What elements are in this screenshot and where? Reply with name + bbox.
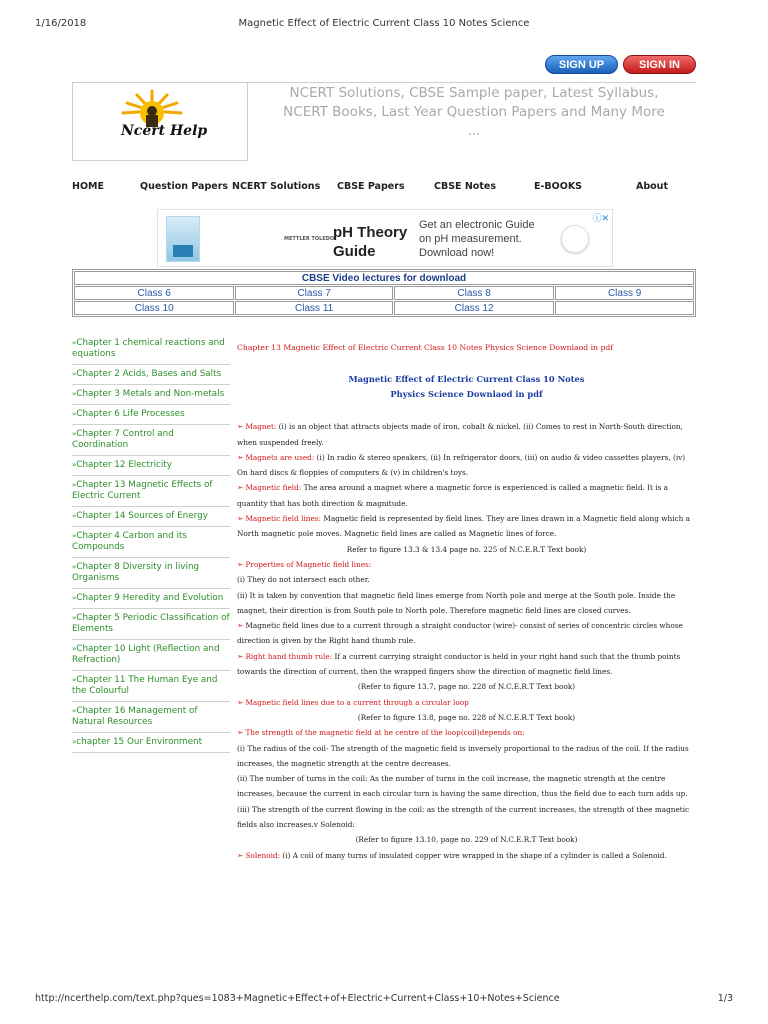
arrow-icon: » xyxy=(72,614,77,622)
ad-brand: METTLER TOLEDO xyxy=(284,236,335,242)
class-8-link[interactable]: Class 8 xyxy=(394,286,554,300)
notes-heading-line-1: Magnetic Effect of Electric Current Class 10 Notes xyxy=(348,374,585,385)
bullet-arrow-icon: ➣ xyxy=(237,559,246,569)
sidebar-item-label: Chapter 3 Metals and Non-metals xyxy=(76,389,225,399)
arrow-icon: » xyxy=(72,512,77,520)
arrow-icon: » xyxy=(72,430,77,438)
tagline-line-3: ... xyxy=(467,123,481,139)
solenoid-text: (i) A coil of many turns of insulated copper wire wrapped in the shape of a cylinder is called a Solenoid. xyxy=(280,850,667,860)
reference-4: (Refer to figure 13.10, page no. 229 of N.C.E.R.T Text book) xyxy=(355,835,578,845)
bullet-arrow-icon: ➣ xyxy=(237,483,246,493)
lines-para xyxy=(237,511,696,542)
chapter-sidebar xyxy=(72,334,230,753)
sidebar-item-label: Chapter 4 Carbon and its Compounds xyxy=(72,531,187,552)
sidebar-item-chapter-9[interactable] xyxy=(72,589,230,609)
field-label: Magnetic field: xyxy=(245,483,302,493)
nav-cbse-notes[interactable]: CBSE Notes xyxy=(434,181,496,192)
notes-heading xyxy=(237,372,696,402)
reference-1: Refer to figure 13.3 & 13.4 page no. 225 of N.C.E.R.T Text book) xyxy=(346,544,587,554)
strength-1: (i) The radius of the coil- The strength of the magnetic field is inversely proportional to the radius of the coil. If the radius increases, the magnetic strength at the centre decreases. xyxy=(237,743,689,768)
bullet-arrow-icon: ➣ xyxy=(237,651,246,661)
magnet-label: Magnet: xyxy=(245,422,277,432)
sidebar-item-label: Chapter 7 Control and Coordination xyxy=(72,429,174,450)
props-para xyxy=(237,557,696,572)
strength-label: The strength of the magnetic field at he centre of the loop(coil)depends on: xyxy=(245,728,525,738)
ad-image xyxy=(166,216,200,262)
print-title: Magnetic Effect of Electric Current Class 10 Notes Science xyxy=(238,18,530,29)
notes-content xyxy=(237,340,696,863)
arrow-icon: » xyxy=(72,339,77,347)
nav-ebooks[interactable]: E-BOOKS xyxy=(534,181,583,192)
signup-button[interactable]: SIGN UP xyxy=(545,55,618,74)
straight-para xyxy=(237,618,696,649)
page-title: Chapter 13 Magnetic Effect of Electric Current Class 10 Notes Physics Science Downlaod in pdf xyxy=(237,343,614,352)
sidebar-item-label: Chapter 6 Life Processes xyxy=(76,409,185,419)
sidebar-item-chapter-12[interactable] xyxy=(72,456,230,476)
uses-text: (i) In radio & stereo speakers, (ii) In refrigerator doors, (iii) on audio & video cassettes players, (iv) On hard discs & floppies of computers & (v) in children's toys. xyxy=(237,452,686,478)
sidebar-item-chapter-1[interactable] xyxy=(72,334,230,365)
main-nav xyxy=(72,181,696,195)
class-7-link[interactable]: Class 7 xyxy=(235,286,393,300)
field-para xyxy=(237,480,696,511)
arrow-icon: » xyxy=(72,461,77,469)
arrow-icon: » xyxy=(72,707,77,715)
video-lectures-table xyxy=(72,269,696,317)
field-text: The area around a magnet where a magnetic force is experienced is called a magnetic field. It is a quantity that has both direction & magnitude. xyxy=(237,483,669,508)
ad-headline: pH Theory Guide xyxy=(333,224,408,260)
arrow-icon: » xyxy=(72,410,77,418)
magnet-para xyxy=(237,419,696,450)
sidebar-item-label: Chapter 11 The Human Eye and the Colourful xyxy=(72,675,218,696)
site-banner xyxy=(72,82,696,160)
sidebar-item-chapter-16[interactable] xyxy=(72,702,230,733)
loop-para xyxy=(237,695,696,710)
sidebar-item-label: Chapter 10 Light (Reflection and Refraction) xyxy=(72,644,220,665)
reference-3: (Refer to figure 13.8, page no. 228 of N.C.E.R.T Text book) xyxy=(357,712,576,722)
sidebar-item-chapter-3[interactable] xyxy=(72,385,230,405)
print-date: 1/16/2018 xyxy=(35,18,87,29)
sidebar-item-label: Chapter 16 Management of Natural Resources xyxy=(72,706,198,727)
sidebar-item-label: Chapter 1 chemical reactions and equations xyxy=(72,338,225,359)
tagline-line-2: NCERT Books, Last Year Question Papers and Many More xyxy=(283,104,665,120)
sidebar-item-chapter-10[interactable] xyxy=(72,640,230,671)
rhtr-para xyxy=(237,649,696,680)
rhtr-text: If a current carrying straight conductor is held in your right hand such that the thumb points towards the direction of current, then the wrapped fingers show the direction of magnetic field lines. xyxy=(237,651,681,677)
prop-1: (i) They do not intersect each other. xyxy=(237,575,370,585)
nav-home[interactable]: HOME xyxy=(72,181,104,192)
sidebar-item-label: Chapter 12 Electricity xyxy=(76,460,172,470)
strength-3: (iii) The strength of the current flowing in the coil: as the strength of the current increases, the strength of thee magnetic fields also increases.v Solenoid: xyxy=(237,804,690,830)
notes-heading-line-2: Physics Science Downlaod in pdf xyxy=(390,389,543,400)
strength-para xyxy=(237,725,696,740)
bullet-arrow-icon: ➣ xyxy=(237,422,246,432)
arrow-icon: » xyxy=(72,645,77,653)
video-table-header: CBSE Video lectures for download xyxy=(74,271,694,285)
sidebar-item-chapter-8[interactable] xyxy=(72,558,230,589)
arrow-icon: » xyxy=(72,594,77,602)
sidebar-item-chapter-2[interactable] xyxy=(72,365,230,385)
sidebar-item-label: Chapter 13 Magnetic Effects of Electric Current xyxy=(72,480,213,501)
class-12-link[interactable]: Class 12 xyxy=(394,301,554,315)
print-url: http://ncerthelp.com/text.php?ques=1083+Magnetic+Effect+of+Electric+Current+Class+10+Notes+Science xyxy=(35,993,560,1004)
straight-text: Magnetic field lines due to a current through a straight conductor (wire)- consist of series of concentric circles whose direction is given by the Right hand thumb rule. xyxy=(237,621,683,646)
site-logo[interactable] xyxy=(72,83,248,161)
tagline-line-1: NCERT Solutions, CBSE Sample paper, Latest Syllabus, xyxy=(289,85,659,101)
print-footer xyxy=(35,993,733,1007)
sidebar-item-chapter-7[interactable] xyxy=(72,425,230,456)
rhtr-label: Right hand thumb rule: xyxy=(245,651,333,661)
class-6-link[interactable]: Class 6 xyxy=(74,286,234,300)
ad-body: Get an electronic Guide on pH measurement. Download now! xyxy=(419,219,535,259)
bullet-arrow-icon: ➣ xyxy=(237,728,246,738)
bullet-arrow-icon: ➣ xyxy=(237,514,246,524)
sidebar-item-chapter-6[interactable] xyxy=(72,405,230,425)
prop-2: (ii) It is taken by convention that magnetic field lines emerge from North pole and merge at the South pole. Inside the magnet, their direction is from South pole to North pole. Therefore magnetic field lines are closed curves. xyxy=(237,590,676,615)
sidebar-item-label: Chapter 9 Heredity and Evolution xyxy=(76,593,224,603)
bullet-arrow-icon: ➣ xyxy=(237,621,246,631)
signin-button[interactable]: SIGN IN xyxy=(623,55,696,74)
magnet-text: (i) is an object that attracts objects made of iron, cobalt & nickel. (ii) Comes to rest in North-South direction, when suspended freely. xyxy=(237,422,683,447)
arrow-icon: » xyxy=(72,676,77,684)
sidebar-item-chapter-11[interactable] xyxy=(72,671,230,702)
ad-banner[interactable] xyxy=(157,209,613,267)
class-11-link[interactable]: Class 11 xyxy=(235,301,393,315)
nav-question-papers[interactable]: Question Papers xyxy=(140,181,229,192)
lines-text: Magnetic field is represented by field lines. They are lines drawn in a Magnetic field along which a North magnetic pole moves. Magnetic field lines are called as Magnetic lines of force. xyxy=(237,514,690,539)
ad-arrow-button[interactable] xyxy=(561,225,589,253)
sidebar-item-chapter-15[interactable] xyxy=(72,733,230,753)
reference-2: (Refer to figure 13.7, page no. 228 of N.C.E.R.T Text book) xyxy=(357,682,576,692)
arrow-icon: » xyxy=(72,563,77,571)
nav-ncert-solutions[interactable]: NCERT Solutions xyxy=(232,181,321,192)
props-label: Properties of Magnetic field lines: xyxy=(245,559,372,569)
arrow-icon: » xyxy=(72,532,77,540)
arrow-icon: » xyxy=(72,390,77,398)
sidebar-item-label: Chapter 8 Diversity in living Organisms xyxy=(72,562,200,583)
solenoid-label: Solenoid: xyxy=(245,850,281,860)
nav-about[interactable]: About xyxy=(636,181,668,192)
print-header xyxy=(35,18,733,32)
class-10-link[interactable]: Class 10 xyxy=(74,301,234,315)
sidebar-item-chapter-5[interactable] xyxy=(72,609,230,640)
sidebar-item-chapter-14[interactable] xyxy=(72,507,230,527)
solenoid-para xyxy=(237,848,696,863)
arrow-icon: » xyxy=(72,370,77,378)
site-tagline xyxy=(252,83,696,141)
loop-label: Magnetic field lines due to a current through a circular loop xyxy=(245,697,469,707)
uses-para xyxy=(237,450,696,481)
bullet-arrow-icon: ➣ xyxy=(237,697,246,707)
strength-2: (ii) The number of turns in the coil: As the number of turns in the coil increase, the magnetic strength at the centre increases, because the current in each circular turn is having the same direction, thus the field due to each turn adds up. xyxy=(237,774,688,799)
nav-cbse-papers[interactable]: CBSE Papers xyxy=(337,181,405,192)
logo-text: Ncert Help xyxy=(121,123,208,139)
uses-label: Magnets are used: xyxy=(245,452,315,462)
sidebar-item-chapter-4[interactable] xyxy=(72,527,230,558)
bullet-arrow-icon: ➣ xyxy=(237,850,246,860)
class-9-link[interactable]: Class 9 xyxy=(555,286,694,300)
sidebar-item-chapter-13[interactable] xyxy=(72,476,230,507)
sidebar-item-label: Chapter 2 Acids, Bases and Salts xyxy=(76,369,222,379)
empty-cell xyxy=(555,301,694,315)
sidebar-item-label: Chapter 5 Periodic Classification of Elements xyxy=(72,613,230,634)
auth-buttons xyxy=(545,55,696,74)
print-page-number: 1/3 xyxy=(717,993,733,1004)
sidebar-item-label: Chapter 14 Sources of Energy xyxy=(76,511,208,521)
lines-label: Magnetic field lines: xyxy=(245,514,322,524)
sidebar-item-label: chapter 15 Our Environment xyxy=(76,737,203,747)
bullet-arrow-icon: ➣ xyxy=(237,452,246,462)
arrow-icon: » xyxy=(72,738,77,746)
ad-close-icon[interactable]: ⓘ✕ xyxy=(592,214,609,224)
arrow-icon: » xyxy=(72,481,77,489)
